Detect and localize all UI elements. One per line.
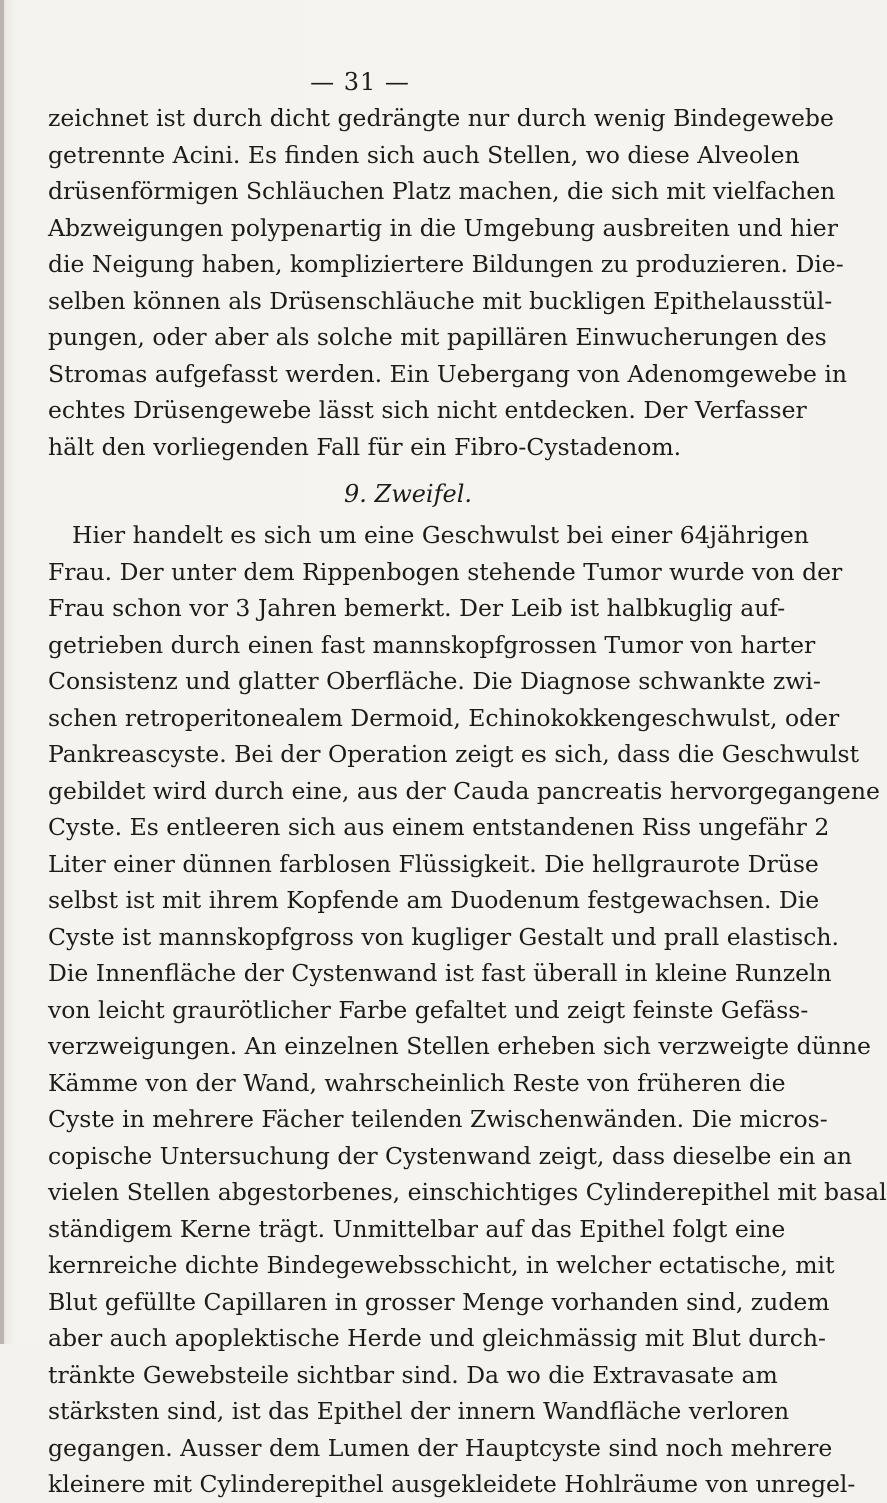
text-line: Cyste. Es entleeren sich aus einem entstandenen Riss ungefähr 2 (48, 813, 830, 841)
text-line: gegangen. Ausser dem Lumen der Hauptcyste sind noch mehrere (48, 1433, 833, 1462)
text-line: verzweigungen. An einzelnen Stellen erheben sich verzweigte dünne (48, 1032, 871, 1060)
text-line: Consistenz und glatter Oberfläche. Die Diagnose schwankte zwi- (48, 667, 821, 695)
text-line: tränkte Gewebsteile sichtbar sind. Da wo die Extravasate am (48, 1360, 778, 1389)
text-line: pungen, oder aber als solche mit papillären Einwucherungen des (48, 323, 827, 351)
text-line: selben können als Drüsenschläuche mit buckligen Epithelausstül- (48, 286, 833, 315)
text-line: kernreiche dichte Bindegewebsschicht, in welcher ectatische, mit (48, 1251, 835, 1279)
text-line: Blut gefüllte Capillaren in grosser Menge vorhanden sind, zudem (48, 1287, 830, 1316)
text-line: Liter einer dünnen farblosen Flüssigkeit. Die hellgraurote Drüse (48, 849, 819, 878)
text-line: zeichnet ist durch dicht gedrängte nur durch wenig Bindegewebe (48, 104, 834, 132)
text-line: Frau. Der unter dem Rippenbogen stehende Tumor wurde von der (48, 557, 843, 586)
page-number: — 31 — (310, 68, 410, 96)
text-line: Abzweigungen polypenartig in die Umgebung ausbreiten und hier (48, 213, 838, 242)
text-line: schen retroperitonealem Dermoid, Echinokokkengeschwulst, oder (48, 703, 840, 732)
text-line: kleinere mit Cylinderepithel ausgekleidete Hohlräume von unregel- (48, 1470, 856, 1498)
text-line: Pankreascyste. Bei der Operation zeigt es sich, dass die Geschwulst (48, 740, 860, 768)
text-line: Frau schon vor 3 Jahren bemerkt. Der Leib ist halbkuglig auf- (48, 594, 786, 622)
text-line: Cyste ist mannskopfgross von kugliger Gestalt und prall elastisch. (48, 922, 840, 951)
text-line: aber auch apoplektische Herde und gleichmässig mit Blut durch- (48, 1324, 826, 1352)
page-binding-edge (0, 0, 4, 1344)
text-line: Stromas aufgefasst werden. Ein Uebergang von Adenomgewebe in (48, 359, 847, 388)
text-line: drüsenförmigen Schläuchen Platz machen, die sich mit vielfachen (48, 177, 836, 205)
paragraph-2 (48, 517, 887, 1503)
text-line: stärksten sind, ist das Epithel der innern Wandfläche verloren (48, 1397, 790, 1425)
text-line: Die Innenfläche der Cystenwand ist fast überall in kleine Runzeln (48, 959, 832, 987)
text-line: vielen Stellen abgestorbenes, einschichtiges Cylinderepithel mit basal (48, 1178, 887, 1206)
text-line: gebildet wird durch eine, aus der Cauda pancreatis hervorgegangene (48, 776, 880, 805)
text-line: getrennte Acini. Es finden sich auch Stellen, wo diese Alveolen (48, 140, 800, 169)
text-line: echtes Drüsengewebe lässt sich nicht entdecken. Der Verfasser (48, 396, 807, 424)
section-heading: 9. Zweifel. (343, 480, 472, 508)
body-text (48, 100, 887, 1503)
text-line: Cyste in mehrere Fächer teilenden Zwischenwänden. Die micros- (48, 1105, 828, 1133)
text-line: copische Untersuchung der Cystenwand zeigt, dass dieselbe ein an (48, 1141, 853, 1170)
text-line: hält den vorliegenden Fall für ein Fibro-Cystadenom. (48, 432, 682, 461)
text-line: Hier handelt es sich um eine Geschwulst bei einer 64jährigen (72, 521, 809, 549)
text-line: getrieben durch einen fast mannskopfgrossen Tumor von harter (48, 630, 816, 659)
text-line: selbst ist mit ihrem Kopfende am Duodenum festgewachsen. Die (48, 886, 820, 914)
text-line: die Neigung haben, kompliziertere Bildungen zu produzieren. Die- (48, 250, 844, 278)
text-line: ständigem Kerne trägt. Unmittelbar auf das Epithel folgt eine (48, 1214, 786, 1243)
paragraph-1 (48, 100, 847, 465)
text-line: Kämme von der Wand, wahrscheinlich Reste von früheren die (48, 1068, 786, 1097)
text-line: von leicht graurötlicher Farbe gefaltet und zeigt feinste Gefäss- (48, 995, 809, 1024)
